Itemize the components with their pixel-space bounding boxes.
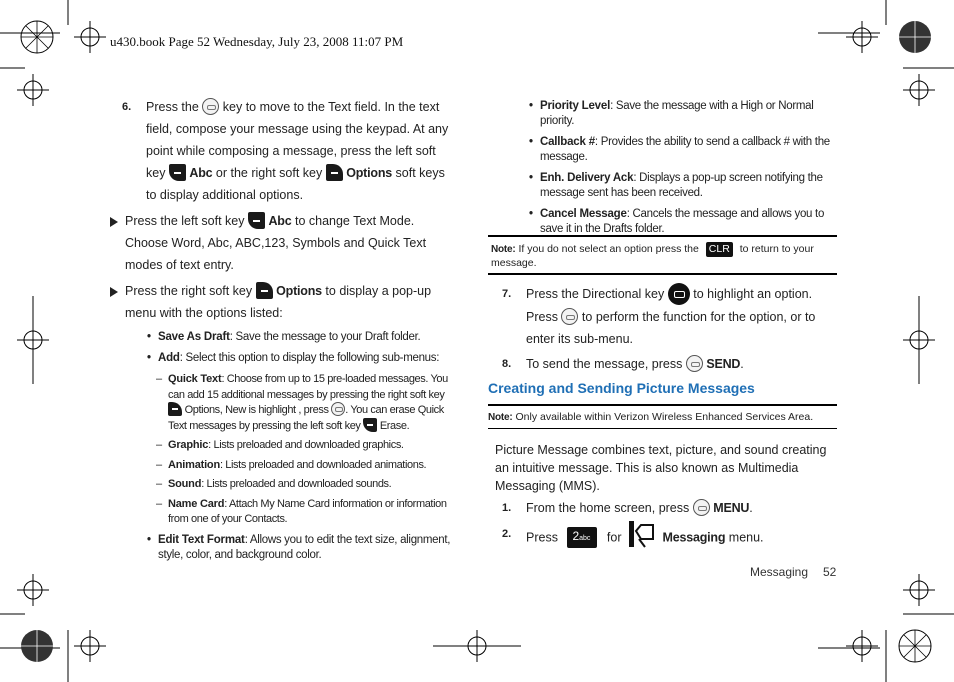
item-text: Press the left soft key: [125, 214, 245, 228]
note-verizon: Note: Only available within Verizon Wireless Enhanced Services Area.: [488, 411, 814, 423]
right-soft-key-icon: [256, 282, 273, 299]
step-1: 1. From the home screen, press MENU.: [502, 501, 753, 515]
arrow-item-options: [108, 280, 458, 324]
ok-key-icon: [202, 98, 219, 115]
abc-label: Abc: [189, 166, 213, 180]
right-soft-key-icon: [326, 164, 343, 181]
step-7: 7. Press the Directional key to highlight an option. Press to perform the function for the option, or to enter its sub-menu.: [488, 283, 838, 350]
arrow-item-abc: [108, 210, 458, 276]
step-number: 6.: [122, 101, 132, 113]
ok-key-icon: [693, 499, 710, 516]
step-text: soft keys to display additional options.: [146, 166, 445, 202]
messaging-icon: [627, 519, 657, 549]
key-2-abc-icon: 2abc: [567, 527, 597, 548]
options-label: Options: [276, 284, 322, 298]
clr-key-icon: CLR: [706, 242, 733, 257]
footer-section: Messaging: [750, 565, 809, 579]
left-column: [108, 96, 458, 563]
right-bullets: [528, 99, 834, 237]
arrow-icon: [110, 217, 118, 227]
bullet-save-as-draft: • Save As Draft: Save the message to your Draft folder.: [147, 331, 421, 343]
sub-quick-text: – Quick Text: Choose from up to 15 pre-loaded messages. You can add 15 additional messages by pressing the right soft key Options, New is highlight , press . You can erase Quick Text messages by pressing the left soft key Erase.: [156, 373, 448, 432]
bullet-cancel-message: • Cancel Message: Cancels the message and allows you to save it in the Drafts folder.: [529, 208, 825, 235]
step-8: 8. To send the message, press SEND.: [502, 356, 744, 371]
right-steps: [488, 283, 838, 375]
step-2: 2. Press 2abc for Messaging menu.: [488, 523, 838, 553]
sub-animation: – Animation: Lists preloaded and downloaded animations.: [156, 458, 427, 471]
item-text: to change Text Mode. Choose Word, Abc, ABC,123, Symbols and Quick Text modes of text entry.: [125, 214, 427, 272]
page-number: 52: [823, 565, 837, 579]
directional-key-icon: [668, 283, 690, 305]
note-clr: Note: If you do not select an option press the CLR to return to your message.: [491, 243, 814, 269]
note-rule-bottom: [488, 273, 837, 275]
bullet-add: • Add: Select this option to display the following sub-menus:: [147, 352, 440, 364]
section-title: Creating and Sending Picture Messages: [488, 380, 755, 396]
abc-label: Abc: [268, 214, 292, 228]
note2-rule-bottom: [488, 428, 837, 429]
left-soft-key-icon: [363, 418, 377, 432]
step-6: [108, 96, 458, 206]
step-text: or the right soft key: [215, 166, 323, 180]
note-rule-top: [488, 235, 837, 237]
note2-rule-top: [488, 404, 837, 406]
book-header: u430.book Page 52 Wednesday, July 23, 2008 11:07 PM: [110, 34, 404, 49]
sub-graphic: – Graphic: Lists preloaded and downloaded graphics.: [156, 439, 404, 451]
ok-key-icon: [561, 308, 578, 325]
bullet-enh-delivery: • Enh. Delivery Ack: Displays a pop-up screen notifying the message sent has been received.: [529, 172, 823, 199]
bullet-callback: • Callback #: Provides the ability to send a callback # with the message.: [529, 136, 830, 163]
sub-name-card: – Name Card: Attach My Name Card information or information from one of your Contacts.: [156, 497, 447, 525]
ok-key-icon: [331, 402, 345, 416]
item-text: to display a pop-up menu with the options listed:: [125, 284, 432, 320]
bullet-edit-text-format: • Edit Text Format: Allows you to edit the text size, alignment, style, color, and background color.: [147, 533, 451, 561]
sub-sound: – Sound: Lists preloaded and downloaded sounds.: [156, 478, 392, 490]
right-soft-key-icon: [168, 402, 182, 416]
left-soft-key-icon: [169, 164, 186, 181]
left-soft-key-icon: [248, 212, 265, 229]
picture-steps: [488, 497, 838, 553]
step-text: Press the: [146, 100, 199, 114]
step-text: key to move to the Text field. In the text field, compose your message using the keypad. At any point while composing a message, press the left soft key: [146, 100, 449, 180]
ok-key-icon: [686, 355, 703, 372]
item-text: Press the right soft key: [125, 284, 253, 298]
arrow-icon: [110, 287, 118, 297]
options-label: Options: [346, 166, 393, 180]
bullet-priority-level: • Priority Level: Save the message with a High or Normal priority.: [529, 100, 814, 127]
intro-paragraph: Picture Message combines text, picture, and sound creating an intuitive message. This is also known as Multimedia Messaging (MMS).: [495, 443, 827, 493]
